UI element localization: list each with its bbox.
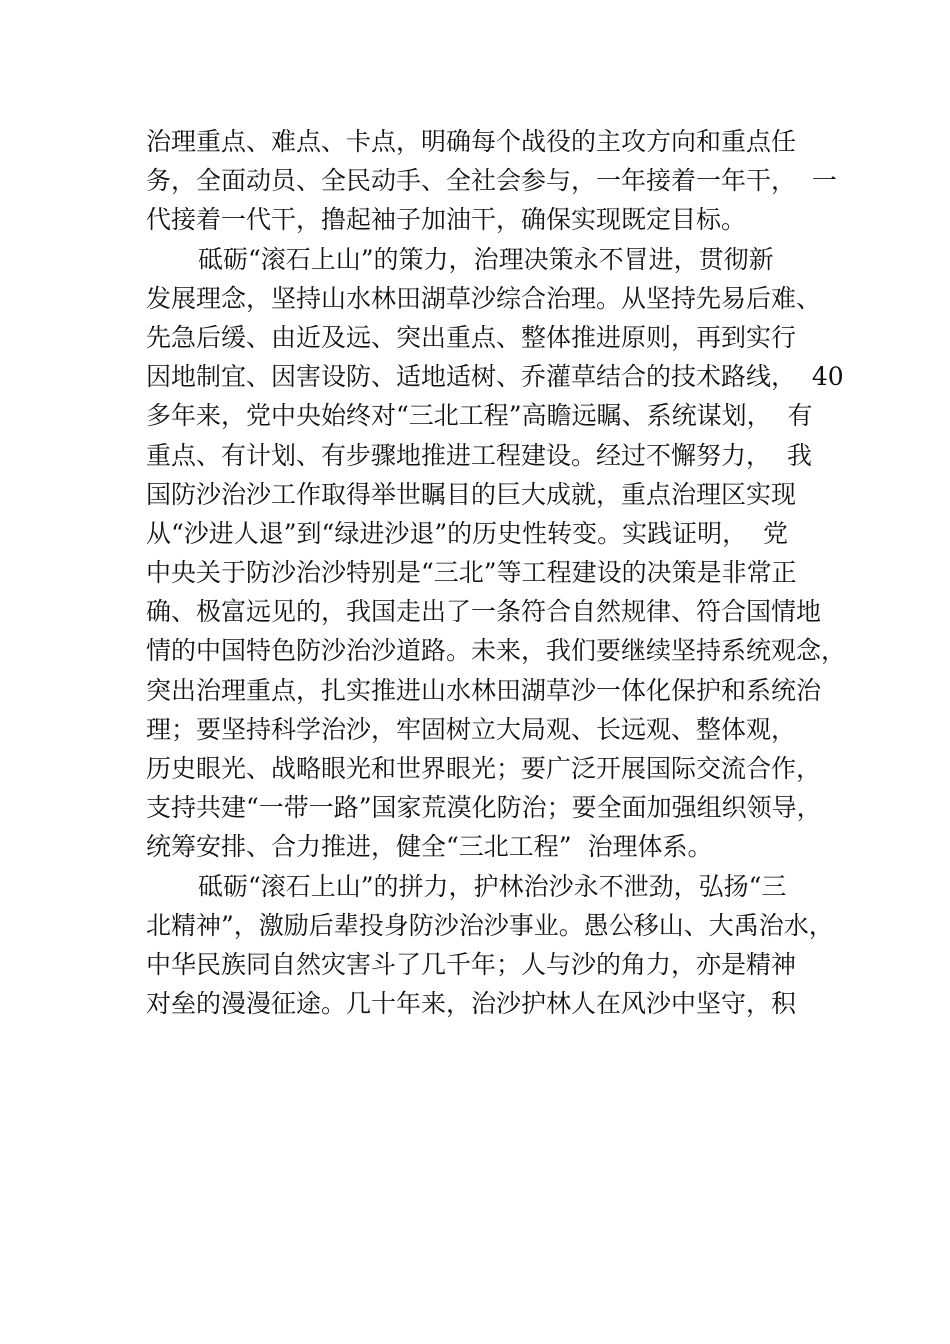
text-line: 从“沙进人退”到“绿进沙退”的历史性转变。实践证明， 党 <box>146 518 789 548</box>
text-line: 对垒的漫漫征途。几十年来，治沙护林人在风沙中坚守，积 <box>146 989 797 1019</box>
text-line: 中华民族同自然灾害斗了几千年；人与沙的角力，亦是精神 <box>146 949 797 979</box>
text-line: 突出治理重点，扎实推进山水林田湖草沙一体化保护和系统治 <box>146 675 822 705</box>
text-line: 因地制宜、因害设防、适地适树、乔灌草结合的技术路线， 40 <box>146 362 844 392</box>
text-line: 统筹安排、合力推进，健全“三北工程” 治理体系。 <box>146 832 713 862</box>
text-line: 北精神”，激励后辈投身防沙治沙事业。愚公移山、大禹治水， <box>146 910 834 940</box>
text-line: 历史眼光、战略眼光和世界眼光；要广泛开展国际交流合作， <box>146 754 822 783</box>
text-line: 发展理念，坚持山水林田湖草沙综合治理。从坚持先易后难、 <box>146 283 822 313</box>
text-line: 支持共建“一带一路”国家荒漠化防治；要全面加强组织领导， <box>146 793 822 823</box>
paragraph-start-line: 砥砺“滚石上山”的拼力，护林治沙永不泄劲，弘扬“三 <box>198 871 787 901</box>
text-line: 理；要坚持科学治沙，牢固树立大局观、长远观、整体观， <box>146 714 797 744</box>
text-line: 治理重点、难点、卡点，明确每个战役的主攻方向和重点任 <box>146 127 797 156</box>
text-line: 先急后缓、由近及远、突出重点、整体推进原则，再到实行 <box>146 322 797 352</box>
text-line: 重点、有计划、有步骤地推进工程建设。经过不懈努力， 我 <box>146 440 812 470</box>
text-line: 多年来，党中央始终对“三北工程”高瞻远瞩、系统谋划， 有 <box>146 401 813 431</box>
text-line: 代接着一代干，撸起袖子加油干，确保实现既定目标。 <box>146 205 747 235</box>
paragraph-start-line: 砥砺“滚石上山”的策力，治理决策永不冒进，贯彻新 <box>198 244 774 274</box>
text-line: 务，全面动员、全民动手、全社会参与，一年接着一年干， 一 <box>146 166 837 196</box>
text-line: 中央关于防沙治沙特别是“三北”等工程建设的决策是非常正 <box>146 558 797 588</box>
text-line: 确、极富远见的，我国走出了一条符合自然规律、符合国情地 <box>146 597 822 627</box>
body-text <box>146 122 847 1023</box>
text-line: 情的中国特色防沙治沙道路。未来，我们要继续坚持系统观念， <box>146 636 847 666</box>
text-line: 国防沙治沙工作取得举世瞩目的巨大成就，重点治理区实现 <box>146 479 797 509</box>
